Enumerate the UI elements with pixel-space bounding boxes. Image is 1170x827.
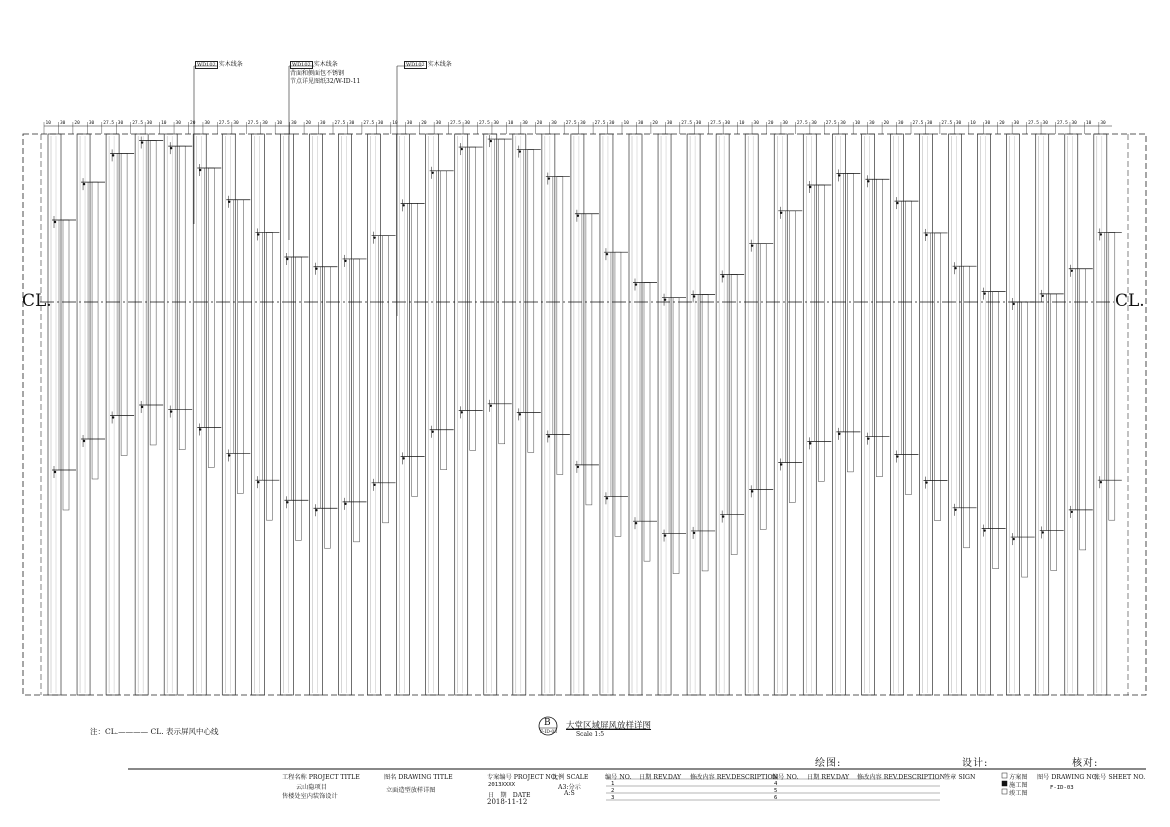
centerline-label-right: CL.	[1115, 291, 1145, 311]
dimension-value: 30	[1071, 121, 1077, 126]
titleblock-lines	[128, 769, 1146, 800]
offset-strip	[964, 266, 970, 548]
dimension-value: 30	[724, 121, 731, 126]
dimension-value: 30	[59, 121, 66, 126]
stage-checkbox	[1002, 773, 1007, 778]
offset-strip	[731, 274, 737, 554]
stage-asbuilt: 竣工图	[1009, 790, 1028, 797]
rev-header-no-2: 编号 NO.	[772, 774, 799, 781]
profile-node	[577, 466, 579, 468]
offset-strip	[789, 211, 795, 503]
dimension-value: 30	[551, 121, 557, 126]
profile-node	[519, 150, 521, 152]
profile-node	[170, 147, 172, 149]
dimension-value: 10	[507, 121, 514, 126]
offset-strip	[586, 214, 592, 505]
date-value: 2018-11-12	[487, 798, 528, 806]
dimension-value: 20	[305, 121, 312, 126]
dimension-value: 30	[204, 121, 210, 126]
profile-node	[286, 501, 288, 503]
offset-strip	[237, 200, 243, 494]
dimension-value: 10	[1085, 121, 1092, 126]
sign-check: 核对:	[1072, 758, 1099, 769]
rev-header-desc-2: 修改内容 REV.DESCRIPTION	[857, 774, 946, 781]
dimension-value: 30	[666, 121, 673, 126]
stage-checkbox-checked	[1002, 781, 1007, 786]
dimension-value: 27.5	[681, 121, 693, 126]
profile-node	[257, 233, 259, 235]
rev-no-5: 5	[774, 788, 778, 794]
rev-no-1: 1	[611, 781, 615, 787]
profile-node	[170, 410, 172, 412]
drawing-no: F-ID-03	[1050, 785, 1074, 791]
dimension-value: 10	[854, 121, 861, 126]
rev-no-4: 4	[774, 781, 778, 787]
profile-node	[344, 260, 346, 262]
dimension-value: 30	[926, 121, 933, 126]
profile-node	[431, 172, 433, 174]
rev-header-day-2: 日期 REV.DAY	[807, 774, 850, 781]
profile-node	[373, 484, 375, 486]
dimension-value: 27.5	[363, 121, 375, 126]
profile-node	[199, 169, 201, 171]
dimension-value: 30	[493, 121, 499, 126]
dimension-value: 30	[522, 121, 528, 126]
offset-strip	[266, 232, 272, 520]
section-scale: Scale 1:5	[576, 731, 605, 738]
callout-leaders	[194, 66, 422, 316]
drawing-title: 立面造型放样详图	[386, 787, 436, 794]
profile-node	[199, 428, 201, 430]
profile-node	[896, 202, 898, 204]
offset-strip	[702, 294, 708, 570]
dimension-value: 30	[377, 121, 384, 126]
dimension-value: 20	[652, 121, 658, 126]
profile-node	[257, 481, 259, 483]
dimension-value: 27.5	[710, 121, 722, 126]
dimension-value: 30	[753, 121, 759, 126]
dimension-value: 10	[739, 121, 745, 126]
dimension-value: 20	[883, 121, 890, 126]
offset-strip	[528, 150, 534, 453]
profile-node	[141, 406, 143, 408]
profile-node	[809, 186, 811, 188]
profile-node	[228, 201, 230, 203]
dimension-value: 30	[320, 121, 326, 126]
dimension-value: 10	[276, 121, 283, 126]
dimension-value: 30	[348, 121, 355, 126]
dimension-value: 20	[768, 121, 774, 126]
offset-strip	[1080, 269, 1086, 550]
offset-strip	[905, 201, 911, 494]
offset-strip	[847, 173, 853, 471]
dimension-value: 10	[392, 121, 398, 126]
profile-node	[867, 437, 869, 439]
profile-node	[780, 212, 782, 214]
profile-node	[722, 515, 724, 517]
callout-2: WD102 实木线条	[292, 61, 338, 68]
project-no-label: 专案编号 PROJECT NO.	[487, 774, 558, 781]
profile-node	[635, 283, 637, 285]
profile-node	[1071, 270, 1073, 272]
profile-node	[693, 295, 695, 297]
profile-node	[983, 529, 985, 531]
section-title: 大堂区域屏风放样详图	[566, 721, 652, 731]
profile-node	[1100, 233, 1102, 235]
offset-strip	[295, 257, 301, 540]
sheet-no-label: 张号 SHEET NO.	[1094, 774, 1146, 781]
offset-strip	[557, 177, 563, 475]
profile-node	[954, 509, 956, 511]
offset-strip	[470, 147, 476, 450]
offset-strip	[644, 283, 650, 562]
dimension-value: 20	[536, 121, 543, 126]
section-letter: B	[544, 718, 551, 728]
profile-node	[838, 174, 840, 176]
dimension-value: 27.5	[565, 121, 577, 126]
profile-node	[1100, 481, 1102, 483]
offset-strip	[383, 236, 389, 523]
dimension-value: 30	[1042, 121, 1048, 126]
profile-node	[548, 435, 550, 437]
sign-draw: 绘图:	[815, 758, 842, 769]
scale-value-2: A:S	[564, 790, 575, 797]
dimension-value: 10	[161, 121, 167, 126]
profile-node	[461, 411, 463, 413]
profile-node	[722, 275, 724, 277]
profile-node	[490, 405, 492, 407]
profile-node	[1071, 511, 1073, 513]
dimension-value: 30	[262, 121, 268, 126]
dimension-value: 30	[406, 121, 413, 126]
profile-node	[54, 471, 56, 473]
profile-node	[896, 455, 898, 457]
callout-2-line-2: 背面和侧面包不锈钢	[290, 70, 345, 77]
profile-node	[606, 253, 608, 255]
profile-node	[577, 215, 579, 217]
dimension-value: 30	[1013, 121, 1020, 126]
scale-label: 比例 SCALE	[552, 774, 589, 781]
profile-node	[315, 509, 317, 511]
profile-node	[83, 183, 85, 185]
slat-group	[48, 134, 1122, 695]
profile-node	[751, 244, 753, 246]
dimension-value: 30	[464, 121, 470, 126]
dimension-value: 30	[1100, 121, 1106, 126]
callout-1: WD102 实木线条	[197, 61, 243, 68]
dimension-value: 10	[970, 121, 976, 126]
project-name: 云山隐项目	[296, 784, 327, 791]
profile-node	[315, 268, 317, 270]
offset-strip	[760, 244, 766, 530]
dimension-value: 30	[88, 121, 95, 126]
dimension-value: 30	[869, 121, 875, 126]
dimension-value: 27.5	[796, 121, 808, 126]
profile-node	[1012, 538, 1014, 540]
dimension-value: 30	[637, 121, 644, 126]
profile-node	[344, 503, 346, 505]
offset-strip	[92, 182, 98, 479]
rev-header-no: 编号 NO.	[605, 774, 632, 781]
profile-node	[373, 236, 375, 238]
stage-checkbox	[1002, 789, 1007, 794]
profile-node	[751, 490, 753, 492]
rev-no-6: 6	[774, 795, 778, 801]
rev-no-3: 3	[611, 795, 615, 801]
profile-node	[954, 267, 956, 269]
profile-node	[228, 454, 230, 456]
profile-node	[402, 457, 404, 459]
dimension-value: 27.5	[450, 121, 461, 126]
dimension-value: 30	[291, 121, 297, 126]
project-subtitle: 售楼处室内装饰设计	[282, 793, 338, 800]
callout-3: WD102 实木线条	[406, 61, 452, 68]
offset-strip	[412, 203, 418, 496]
dimension-value: 27.5	[912, 121, 924, 126]
offset-strip	[179, 146, 185, 449]
dimension-value: 20	[421, 121, 427, 126]
profile-node	[606, 497, 608, 499]
dimension-value: 27.5	[103, 121, 115, 126]
offset-strip	[499, 139, 505, 444]
dimension-value: 30	[955, 121, 962, 126]
profile-node	[1042, 295, 1044, 297]
dimension-value: 27.5	[594, 121, 606, 126]
drawing-title-label: 图名 DRAWING TITLE	[384, 774, 453, 781]
sign-design: 设计:	[962, 758, 989, 769]
profile-node	[112, 154, 114, 156]
profile-node	[635, 522, 637, 524]
project-no: 2013XXXX	[488, 782, 515, 788]
dimension-value: 10	[623, 121, 629, 126]
dimension-value: 10	[45, 121, 51, 126]
section-sheet-ref: F-ID-03	[540, 730, 558, 735]
profile-node	[83, 440, 85, 442]
profile-node	[780, 463, 782, 465]
offset-strip	[121, 153, 127, 455]
dimension-value: 30	[811, 121, 817, 126]
dimension-value: 30	[984, 121, 991, 126]
drawing-no-label: 图号 DRAWING NO.	[1037, 774, 1099, 781]
dimension-value: 30	[117, 121, 124, 126]
dimension-value: 20	[74, 121, 80, 126]
centerline-note: 注：CL.———— CL. 表示屏风中心线	[90, 727, 219, 736]
profile-node	[664, 534, 666, 536]
offset-strip	[441, 171, 447, 470]
offset-strip	[615, 252, 621, 536]
profile-node	[286, 258, 288, 260]
dimension-value: 30	[898, 121, 904, 126]
dimension-value: 27.5	[132, 121, 144, 126]
top-dimension-chain	[44, 120, 1112, 134]
offset-strip	[150, 141, 156, 445]
profile-node	[1042, 531, 1044, 533]
offset-strip	[1022, 302, 1028, 577]
dimension-value: 27.5	[1057, 121, 1068, 126]
dimension-value: 30	[695, 121, 702, 126]
rev-header-desc: 修改内容 REV.DESCRIPTION	[690, 774, 779, 781]
dimension-value: 30	[175, 121, 181, 126]
profile-node	[983, 292, 985, 294]
dimension-value: 30	[580, 121, 586, 126]
offset-strip	[1109, 232, 1115, 520]
project-title-label: 工程名称 PROJECT TITLE	[282, 774, 360, 781]
rev-no-2: 2	[611, 788, 615, 794]
dimension-value: 20	[190, 121, 196, 126]
dimension-value: 27.5	[825, 121, 837, 126]
profile-node	[431, 431, 433, 433]
profile-node	[867, 180, 869, 182]
rev-header-day: 日期 REV.DAY	[639, 774, 682, 781]
offset-strip	[935, 233, 941, 521]
offset-strip	[1051, 294, 1057, 571]
dimension-value: 27.5	[1028, 121, 1039, 126]
offset-strip	[324, 267, 330, 549]
profile-node	[693, 532, 695, 534]
profile-node	[461, 148, 463, 150]
dimension-value: 30	[435, 121, 442, 126]
dimension-value: 30	[233, 121, 239, 126]
profile-node	[1012, 303, 1014, 305]
offset-strip	[993, 292, 999, 569]
offset-strip	[876, 179, 882, 476]
profile-node	[809, 442, 811, 444]
profile-node	[112, 416, 114, 418]
profile-node	[54, 221, 56, 223]
dimension-value: 27.5	[247, 121, 259, 126]
dimension-value: 27.5	[941, 121, 953, 126]
stage-construction: 施工图	[1009, 782, 1028, 789]
dimension-value: 27.5	[334, 121, 346, 126]
callout-2-line-3: 节点详见图纸32/W-ID-11	[290, 78, 361, 85]
profile-node	[925, 234, 927, 236]
offset-strip	[673, 298, 679, 574]
dimension-value: 30	[146, 121, 153, 126]
offset-strip	[63, 220, 69, 510]
profile-node	[141, 141, 143, 143]
dimension-value: 30	[782, 121, 788, 126]
dimension-value: 30	[609, 121, 615, 126]
scale-value: A3:分示	[558, 784, 581, 791]
sign-label: 签章 SIGN	[944, 774, 976, 781]
dimension-value: 20	[999, 121, 1005, 126]
profile-node	[548, 177, 550, 179]
profile-node	[925, 481, 927, 483]
offset-strip	[818, 185, 824, 481]
dimension-value: 27.5	[218, 121, 230, 126]
profile-node	[664, 298, 666, 300]
centerline-label-left: CL.	[22, 291, 52, 311]
date-label: 日 期 DATE	[488, 792, 531, 799]
stage-scheme: 方案图	[1009, 774, 1028, 781]
profile-node	[519, 413, 521, 415]
offset-strip	[354, 259, 360, 542]
profile-node	[490, 140, 492, 142]
dimension-value: 30	[840, 121, 846, 126]
profile-node	[838, 433, 840, 435]
offset-strip	[208, 168, 214, 467]
profile-node	[402, 204, 404, 206]
dimension-value: 27.5	[479, 121, 490, 126]
